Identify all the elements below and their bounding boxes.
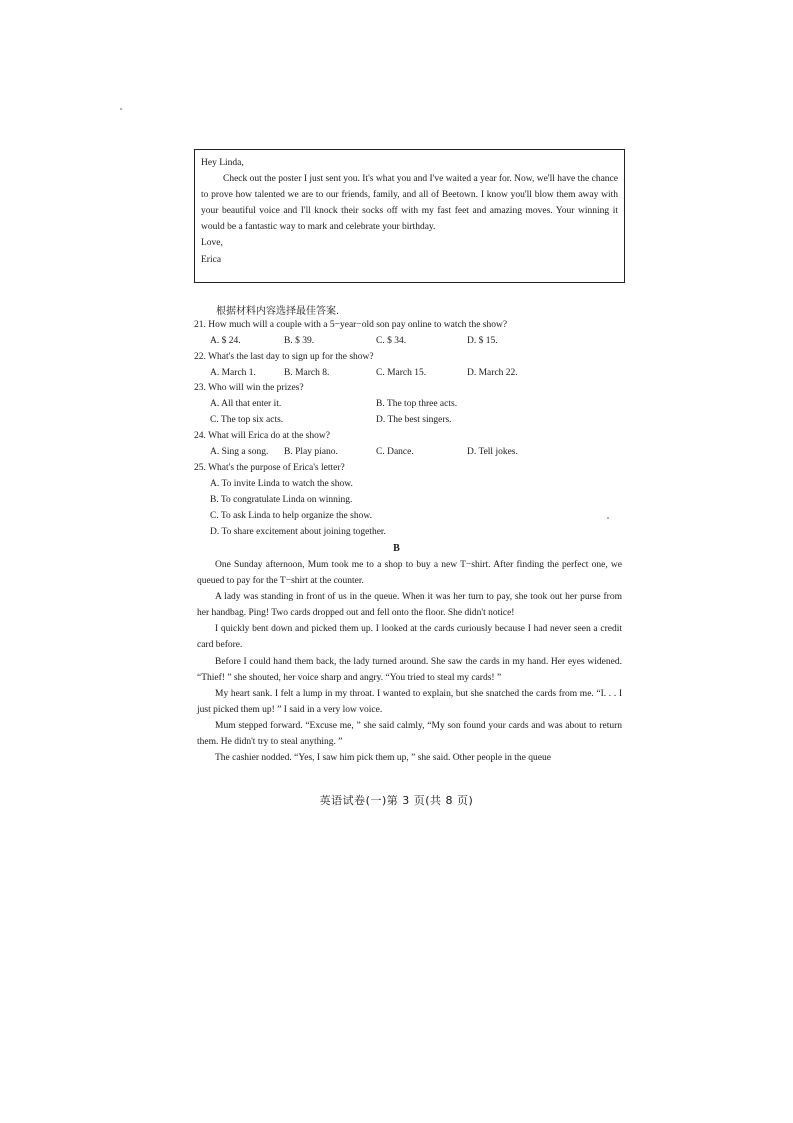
option: B. The top three acts. — [376, 399, 458, 409]
scan-speck — [607, 517, 609, 519]
option: D. $ 15. — [467, 336, 498, 346]
option: A. $ 24. — [210, 336, 241, 346]
letter-box — [194, 149, 625, 283]
option: D. Tell jokes. — [467, 447, 518, 457]
option: A. Sing a song. — [210, 447, 269, 457]
option: C. $ 34. — [376, 336, 407, 346]
question-stem: 25. What's the purpose of Erica's letter? — [194, 463, 345, 473]
option: D. To share excitement about joining together. — [210, 527, 386, 537]
option: C. The top six acts. — [210, 415, 284, 425]
question-stem: 21. How much will a couple with a 5−year−old son pay online to watch the show? — [194, 320, 508, 330]
passage-paragraph: The cashier nodded. “Yes, I saw him pick them up, ” she said. Other people in the queue — [215, 753, 551, 764]
letter-greeting: Hey Linda, — [201, 158, 244, 168]
section-b-passage — [197, 557, 622, 766]
option: B. To congratulate Linda on winning. — [210, 495, 353, 505]
option: C. To ask Linda to help organize the show. — [210, 511, 372, 521]
question-stem: 23. Who will win the prizes? — [194, 383, 304, 393]
option: D. The best singers. — [376, 415, 452, 425]
option: B. March 8. — [284, 368, 330, 378]
option: A. March 1. — [210, 368, 256, 378]
scan-speck — [120, 108, 122, 110]
option: B. $ 39. — [284, 336, 315, 346]
option: D. March 22. — [467, 368, 518, 378]
option: B. Play piano. — [284, 447, 338, 457]
section-b-heading: B — [393, 543, 400, 554]
option: A. To invite Linda to watch the show. — [210, 479, 353, 489]
option: C. March 15. — [376, 368, 427, 378]
instructions: 根据材料内容选择最佳答案. — [216, 306, 340, 317]
option: A. All that enter it. — [210, 399, 282, 409]
question-stem: 22. What's the last day to sign up for the show? — [194, 352, 374, 362]
letter-closing: Love, — [201, 238, 223, 249]
letter-body: Check out the poster I just sent you. It's what you and I've waited a year for. Now, we'll have the chance to prove how talented we are to our friends, family, and all of Beetown. I know you'll blow them away with your beautiful voice and I'll knock their socks off with my fast feet and amazing moves. Your winning it would be a fantastic way to mark and celebrate your birthday. — [201, 174, 618, 233]
passage-paragraph: One Sunday afternoon, Mum took me to a shop to buy a new T−shirt. After finding the perfect one, we queued to pay for the T−shirt at the counter. — [197, 560, 622, 587]
option: C. Dance. — [376, 447, 414, 457]
page-footer: 英语试卷(一)第 3 页(共 8 页) — [319, 794, 474, 807]
passage-paragraph: Before I could hand them back, the lady turned around. She saw the cards in my hand. Her eyes widened. “Thief! ” she shouted, her voice sharp and angry. “You tried to steal my cards! ” — [197, 656, 622, 683]
passage-paragraph: My heart sank. I felt a lump in my throat. I wanted to explain, but she snatched the cards from me. “I. . . I just picked them up! ” I said in a very low voice. — [197, 688, 622, 715]
question-stem: 24. What will Erica do at the show? — [194, 431, 330, 441]
letter-signature: Erica — [201, 254, 222, 265]
passage-paragraph: Mum stepped forward. “Excuse me, ” she said calmly, “My son found your cards and was about to return them. He didn't try to steal anything. ” — [197, 720, 622, 748]
passage-paragraph: I quickly bent down and picked them up. I looked at the cards curiously because I had never seen a credit card before. — [197, 624, 622, 651]
passage-paragraph: A lady was standing in front of us in the queue. When it was her turn to pay, she took out her purse from her handbag. Ping! Two cards dropped out and fell onto the floor. She didn't notice! — [197, 592, 622, 619]
